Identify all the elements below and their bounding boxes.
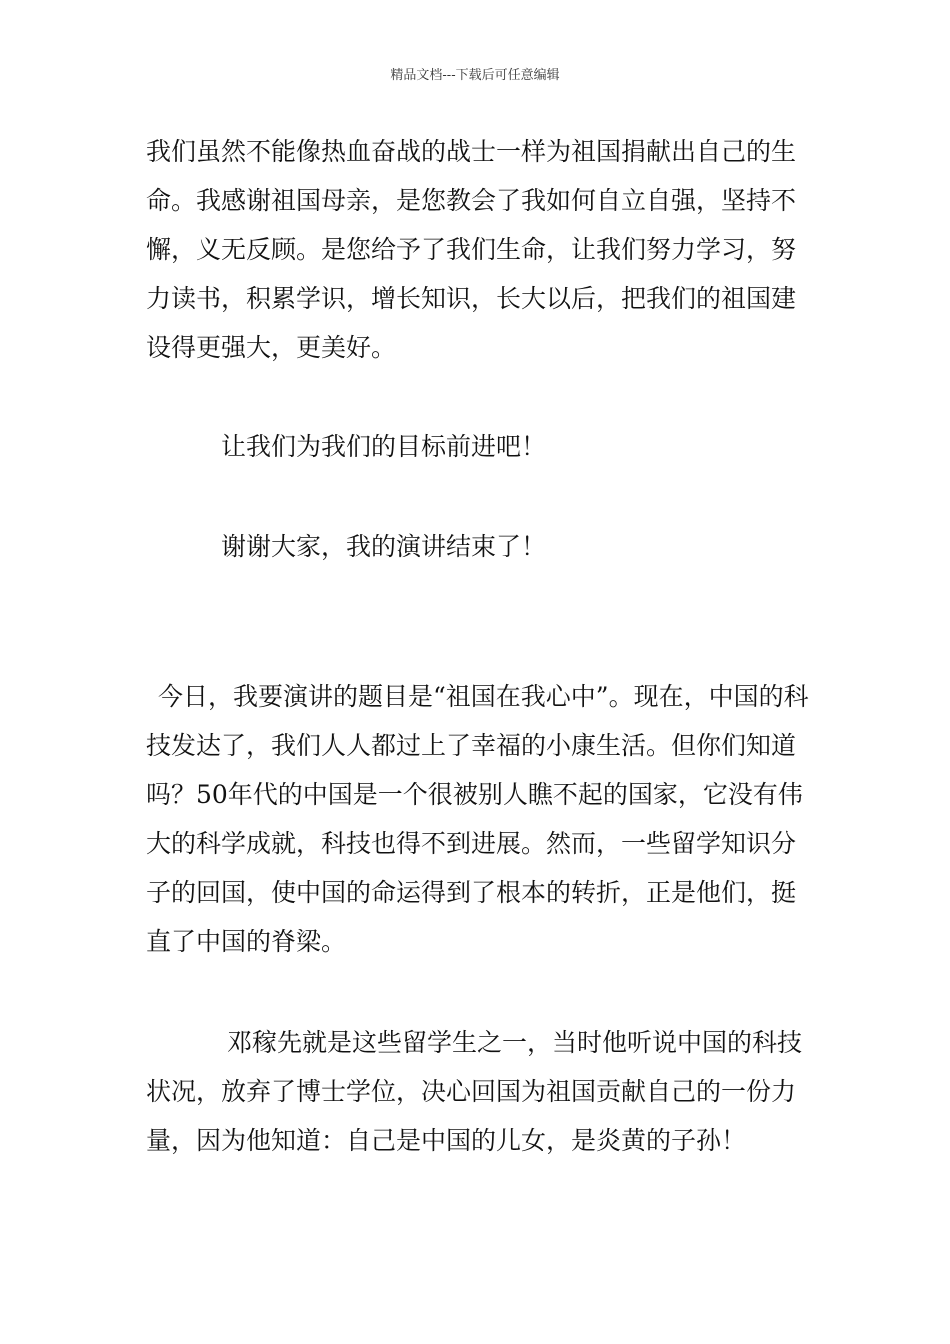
body-paragraph-5: 邓稼先就是这些留学生之一，当时他听说中国的科技状况，放弃了博士学位，决心回国为祖国贡献自己的一份力量，因为他知道：自己是中国的儿女，是炎黄的子孙！ bbox=[146, 1028, 803, 1155]
page-header: 精品文档---下载后可任意编辑 bbox=[390, 68, 560, 83]
body-paragraph-3: 谢谢大家，我的演讲结束了！ bbox=[221, 532, 547, 561]
body-paragraph-4: 今日，我要演讲的题目是“祖国在我心中”。现在，中国的科技发达了，我们人人都过上了幸福的小康生活。但你们知道吗？50年代的中国是一个很被别人瞧不起的国家，它没有伟大的科学成就，科技也得不到进展。然而，一些留学知识分子的回国，使中国的命运得到了根本的转折，正是他们，挺直了中国的脊梁。 bbox=[146, 682, 809, 956]
body-paragraph-1: 我们虽然不能像热血奋战的战士一样为祖国捐献出自己的生命。我感谢祖国母亲，是您教会了我如何自立自强，坚持不懈，义无反顾。是您给予了我们生命，让我们努力学习，努力读书，积累学识，增长知识，长大以后，把我们的祖国建设得更强大，更美好。 bbox=[146, 137, 797, 362]
body-paragraph-2: 让我们为我们的目标前进吧！ bbox=[221, 432, 547, 461]
